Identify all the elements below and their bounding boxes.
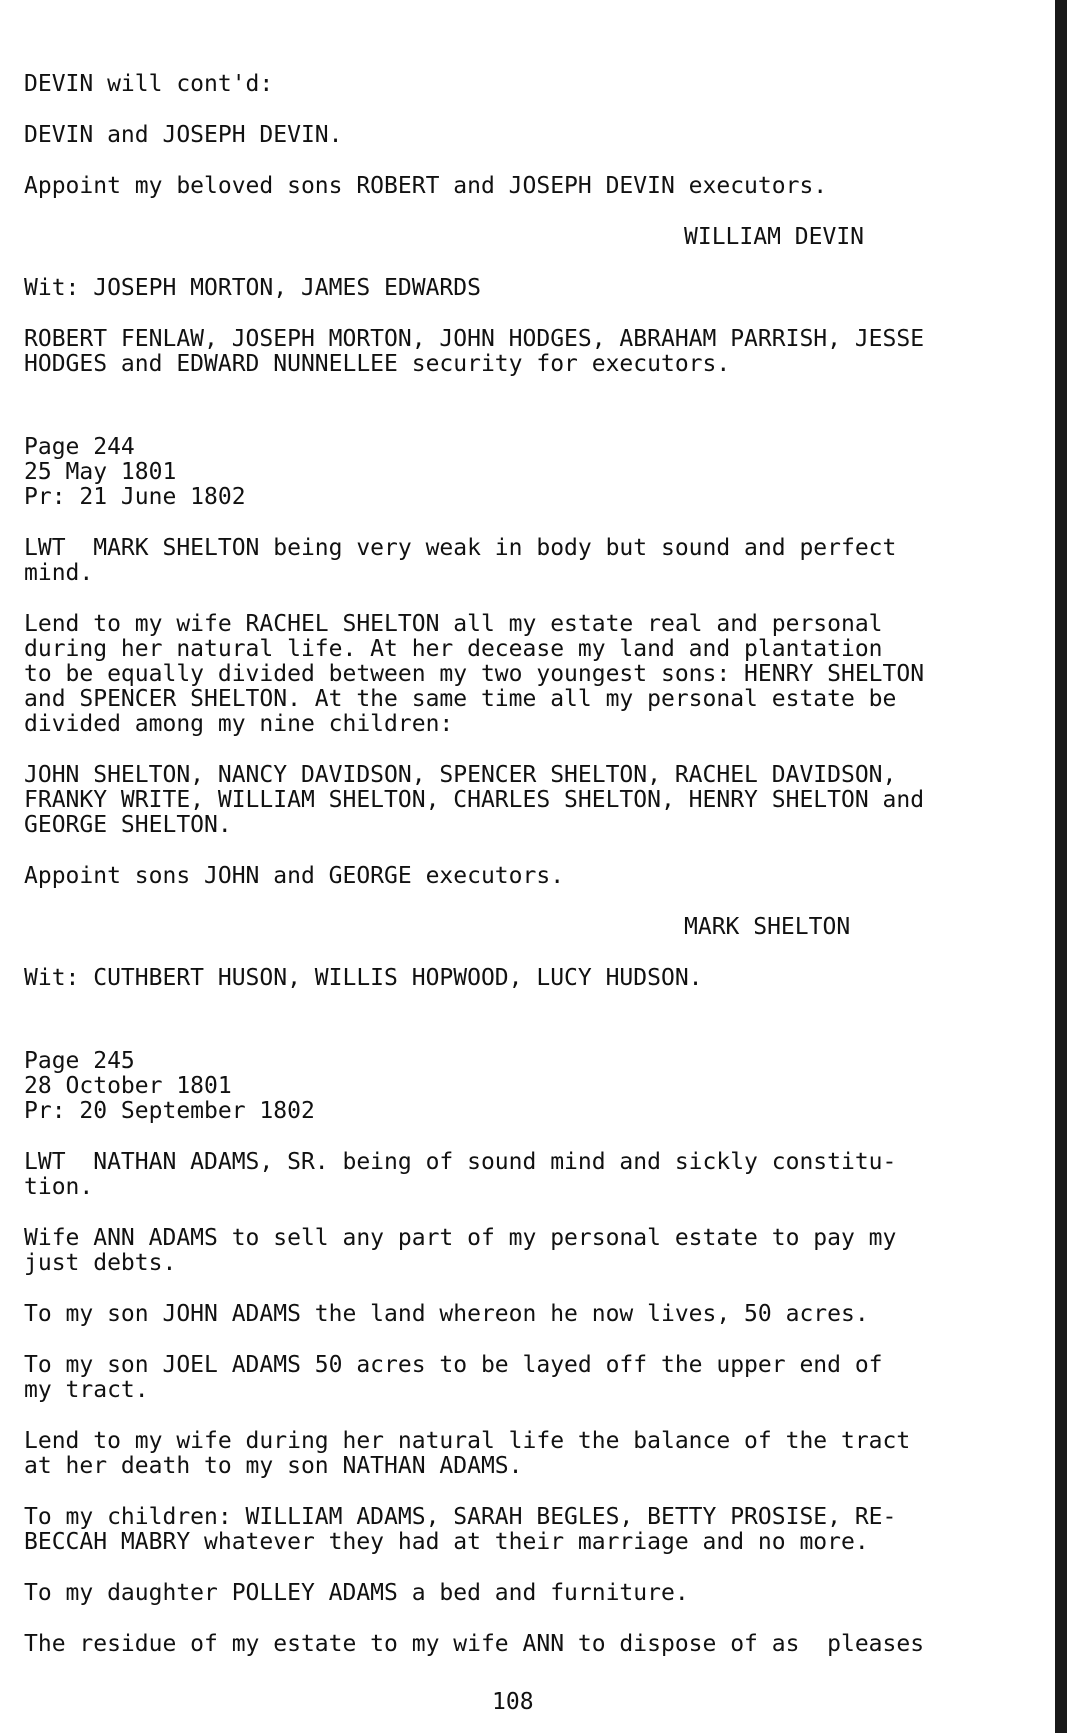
adams-son-john: To my son JOHN ADAMS the land whereon he now lives, 50 acres.	[24, 1301, 869, 1327]
shelton-lwt: LWT MARK SHELTON being very weak in body but sound and perfect mind.	[24, 535, 897, 586]
shelton-executors: Appoint sons JOHN and GEORGE executors.	[24, 863, 565, 889]
adams-wife-tract: Lend to my wife during her natural life the balance of the tract at her death to my son NATHAN ADAMS.	[24, 1428, 911, 1479]
shelton-witnesses: Wit: CUTHBERT HUSON, WILLIS HOPWOOD, LUCY HUDSON.	[24, 965, 703, 991]
shelton-entry	[24, 435, 1024, 991]
page-edge-shadow	[1055, 0, 1067, 1733]
adams-daughter-polley: To my daughter POLLEY ADAMS a bed and furniture.	[24, 1580, 689, 1606]
page-number: 108	[492, 1689, 534, 1715]
devin-witnesses: Wit: JOSEPH MORTON, JAMES EDWARDS	[24, 275, 481, 301]
adams-lwt: LWT NATHAN ADAMS, SR. being of sound mind and sickly constitu- tion.	[24, 1149, 897, 1200]
shelton-children: JOHN SHELTON, NANCY DAVIDSON, SPENCER SHELTON, RACHEL DAVIDSON, FRANKY WRITE, WILLIAM SHELTON, CHARLES SHELTON, HENRY SHELTON and GEORGE SHELTON.	[24, 762, 925, 838]
adams-page-ref: Page 245	[24, 1048, 135, 1074]
continuation-header: DEVIN will cont'd:	[24, 71, 274, 97]
shelton-page-ref: Page 244	[24, 434, 135, 460]
devin-security: ROBERT FENLAW, JOSEPH MORTON, JOHN HODGES, ABRAHAM PARRISH, JESSE HODGES and EDWARD NUNNELLEE security for executors.	[24, 326, 925, 377]
shelton-bequest: Lend to my wife RACHEL SHELTON all my estate real and personal during her natural life. At her decease my land and plantation to be equally divided between my two youngest sons: HENRY SHELTON and SPENCER SHELTON. At the same time all my personal estate be divided among my nine children:	[24, 611, 925, 737]
adams-date: 28 October 1801	[24, 1073, 232, 1099]
adams-residue: The residue of my estate to my wife ANN to dispose of as pleases	[24, 1631, 925, 1657]
adams-probate: Pr: 20 September 1802	[24, 1098, 315, 1124]
adams-entry	[24, 1049, 1024, 1657]
devin-line-1: DEVIN and JOSEPH DEVIN.	[24, 122, 343, 148]
adams-children: To my children: WILLIAM ADAMS, SARAH BEGLES, BETTY PROSISE, RE- BECCAH MABRY whatever they had at their marriage and no more.	[24, 1504, 897, 1555]
adams-son-joel: To my son JOEL ADAMS 50 acres to be layed off the upper end of my tract.	[24, 1352, 883, 1403]
shelton-probate: Pr: 21 June 1802	[24, 484, 246, 510]
devin-line-2: Appoint my beloved sons ROBERT and JOSEPH DEVIN executors.	[24, 173, 828, 199]
document-page	[24, 72, 1024, 1657]
devin-signature: WILLIAM DEVIN	[684, 224, 865, 250]
adams-wife-debts: Wife ANN ADAMS to sell any part of my personal estate to pay my just debts.	[24, 1225, 897, 1276]
shelton-date: 25 May 1801	[24, 459, 177, 485]
shelton-signature: MARK SHELTON	[684, 914, 851, 940]
